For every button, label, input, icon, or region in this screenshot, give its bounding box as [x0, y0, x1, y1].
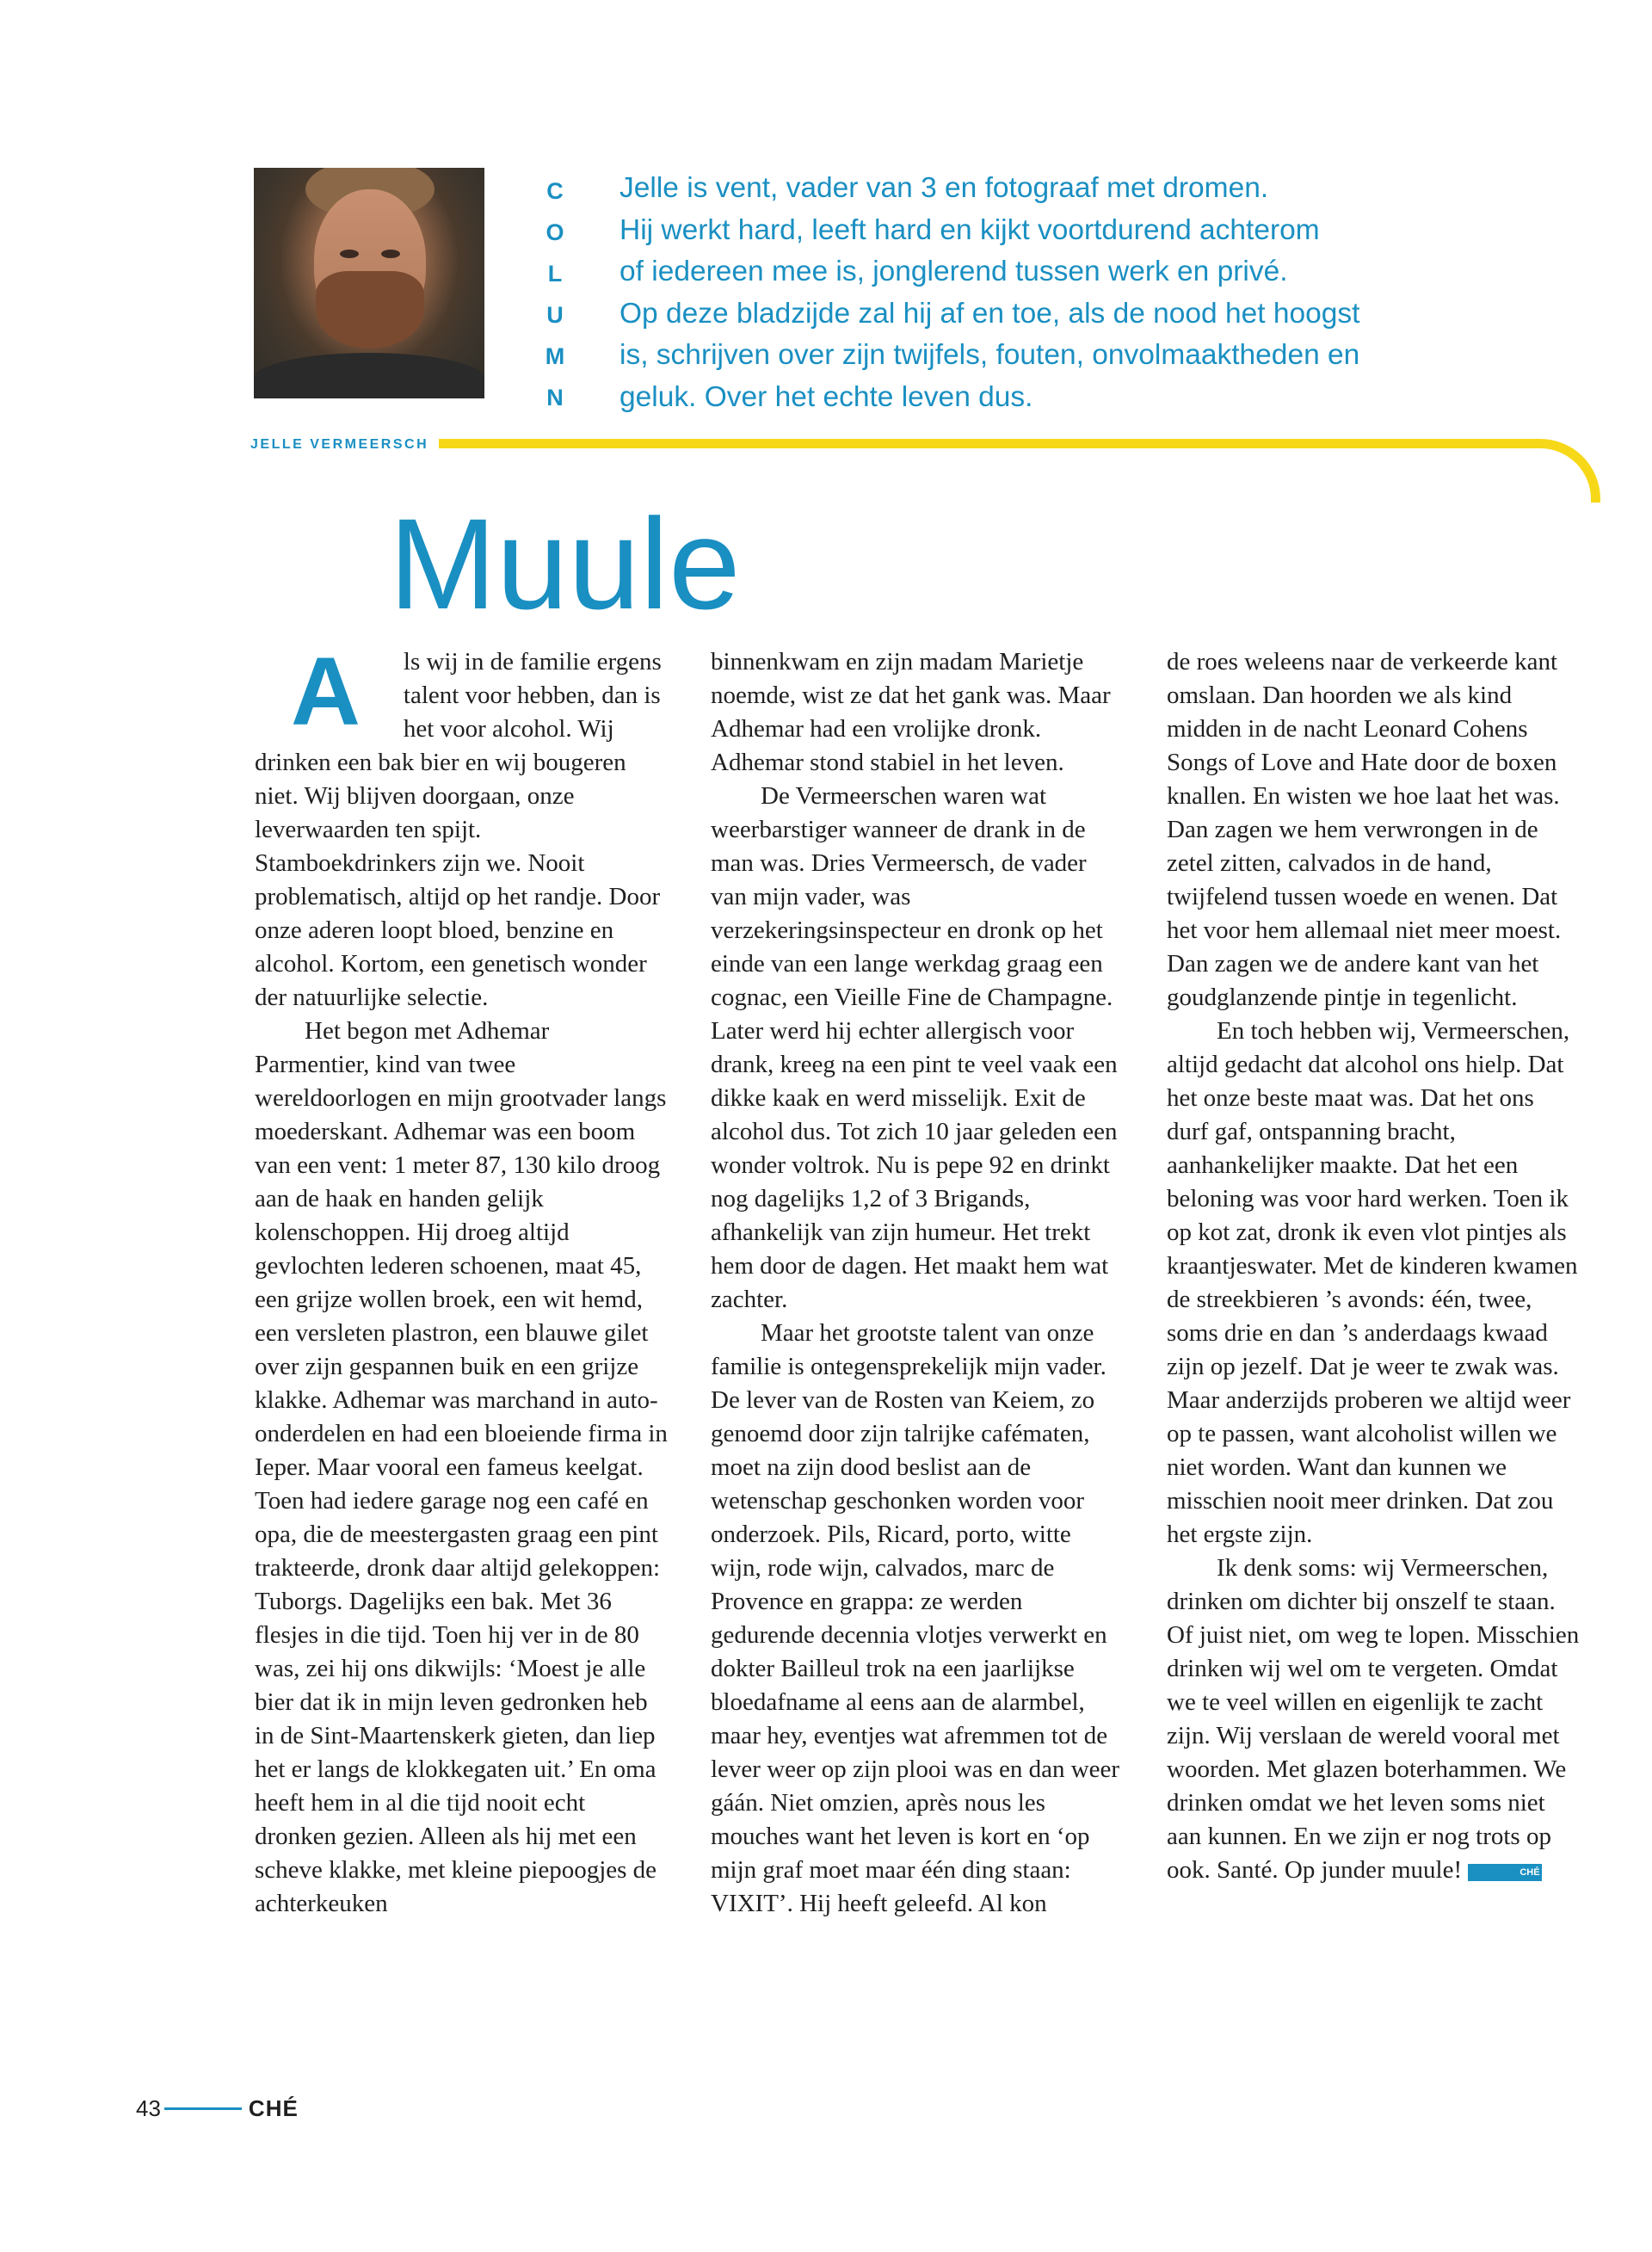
article-paragraph: de roes weleens naar de verkeerde kant omslaan. Dan hoorden we als kind midden in de nacht Leonard Cohens Songs of Love and Hate door de boxen knallen. En wisten we hoe laat het was. Dan zagen we hem verwrongen in de zetel zitten, calvados in de hand, twijfelend tussen woede en wenen. Dat het voor hem allemaal niet meer moest. Dan zagen we de andere kant van het goudglanzende pintje in tegenlicht. [1167, 648, 1562, 1011]
author-portrait-photo [254, 168, 484, 398]
article-paragraph [1167, 1552, 1580, 1887]
author-intro [620, 168, 1480, 418]
intro-line: Hij werkt hard, leeft hard en kijkt voortdurend achterom [620, 213, 1320, 246]
section-label-letter: N [546, 385, 564, 410]
article-paragraph [255, 638, 668, 1015]
page-footer [136, 2095, 299, 2122]
section-label-letter: C [546, 178, 564, 204]
portrait-right-eye [381, 250, 400, 258]
intro-line: Op deze bladzijde zal hij af en toe, als de nood het hoogst [620, 297, 1360, 330]
footer-rule [164, 2107, 242, 2110]
portrait-shirt [254, 353, 484, 398]
article-column-2 [711, 645, 1124, 1921]
article-title: Muule [389, 491, 741, 636]
intro-line: of iedereen mee is, jonglerend tussen werk en privé. [620, 256, 1288, 287]
portrait-left-eye [340, 250, 359, 258]
section-label-column [545, 170, 565, 418]
section-label-letter: M [545, 343, 565, 369]
end-mark-logo: CHÉ [1468, 1864, 1541, 1881]
page-number: 43 [136, 2095, 161, 2121]
magazine-name: CHÉ [248, 2095, 299, 2121]
intro-line: Jelle is vent, vader van 3 en fotograaf met dromen. [620, 172, 1269, 204]
article-column-1 [255, 638, 668, 1921]
section-label-letter: O [546, 219, 564, 245]
intro-line: is, schrijven over zijn twijfels, fouten, onvolmaaktheden en [620, 339, 1360, 371]
paragraph-text: ls wij in de familie ergens talent voor hebben, dan is het voor alcohol. Wij drinken een bak bier en wij bougeren niet. Wij blijven doorgaan, onze leverwaarden ten spijt. Stamboekdrinkers zijn we. Nooit problematisch, altijd op het randje. Door onze aderen loopt bloed, benzine en alcohol. Kortom, een genetisch wonder der natuurlijke selectie. [255, 648, 662, 1011]
section-label-letter: L [547, 261, 563, 287]
article-paragraph: binnenkwam en zijn madam Marietje noemde, wist ze dat het gank was. Maar Adhemar had een vrolijke dronk. Adhemar stond stabiel in het leven. [711, 648, 1111, 776]
article-paragraph: De Vermeerschen waren wat weerbarstiger wanneer de drank in de man was. Dries Vermeersch, de vader van mijn vader, was verzekeringsinspecteur en dronk op het einde van een lange werkdag graag een cognac, een Vieille Fine de Champagne. Later werd hij echter allergisch voor drank, kreeg na een pint te veel vaak een dikke kaak en werd misselijk. Exit de alcohol dus. Tot zich 10 jaar geleden een wonder voltrok. Nu is pepe 92 en drinkt nog dagelijks 1,2 of 3 Brigands, afhankelijk van zijn humeur. Het trekt hem door de dagen. Het maakt hem wat zachter. [711, 782, 1118, 1313]
intro-line: geluk. Over het echte leven dus. [620, 380, 1033, 413]
portrait-beard [316, 271, 424, 349]
drop-cap: A [291, 638, 361, 745]
article-paragraph: Het begon met Adhemar Parmentier, kind van twee wereldoorlogen en mijn grootvader langs moederskant. Adhemar was een boom van een vent: 1 meter 87, 130 kilo droog aan de haak en handen gelijk kolenschoppen. Hij droeg altijd gevlochten lederen schoenen, maat 45, een grijze wollen broek, een wit hemd, een versleten plastron, een blauwe gilet over zijn gespannen buik en een grijze klakke. Adhemar was marchand in auto-onderdelen en had een bloeiende firma in Ieper. Maar vooral een fameus keelgat. Toen had iedere garage nog een café en opa, die de meestergasten graag een pint trakteerde, dronk daar altijd gelekoppen: Tuborgs. Dagelijks een bak. Met 36 flesjes in die tijd. Toen hij ver in de 80 was, zei hij ons dikwijls: ‘Moest je alle bier dat ik in mijn leven gedronken heb in de Sint-Maartenskerk gieten, dan liep het er langs de klokkegaten uit.’ En oma heeft hem in al die tijd nooit echt dronken gezien. Alleen als hij met een scheve klakke, met kleine piepoogjes de achterkeuken [255, 1017, 668, 1917]
paragraph-text: Ik denk soms: wij Vermeerschen, drinken om dichter bij onszelf te staan. Of juist niet, om weg te lopen. Misschien drinken wij wel om te vergeten. Omdat we te veel willen en eigenlijk te zacht zijn. Wij verslaan de wereld vooral met woorden. Met glazen boterhammen. We drinken omdat we het leven soms niet aan kunnen. En we zijn er nog trots op ook. Santé. Op junder muule! [1167, 1554, 1580, 1884]
article-paragraph: Maar het grootste talent van onze familie is ontegensprekelijk mijn vader. De lever van de Rosten van Keiem, zo genoemd door zijn talrijke cafématen, moet na zijn dood beslist aan de wetenschap geschonken worden voor onderzoek. Pils, Ricard, porto, witte wijn, rode wijn, calvados, marc de Provence en grappa: ze werden gedurende decennia vlotjes verwerkt en dokter Bailleul trok na een jaarlijkse bloedafname al eens aan de alarmbel, maar hey, eventjes wat afremmen tot de lever weer op zijn plooi was en dan weer gáán. Niet omzien, après nous les mouches want het leven is kort en ‘op mijn graf moet maar één ding staan: VIXIT’. Hij heeft geleefd. Al kon [711, 1319, 1120, 1917]
section-label-letter: U [546, 302, 564, 328]
author-byline: JELLE VERMEERSCH [250, 437, 429, 452]
article-paragraph: En toch hebben wij, Vermeerschen, altijd gedacht dat alcohol ons hielp. Dat het onze beste maat was. Dat het ons durf gaf, ontspanning bracht, aanhankelijker maakte. Dat het een beloning was voor hard werken. Toen ik op kot zat, dronk ik even vlot pintjes als kraantjeswater. Met de kinderen kwamen de streekbieren ’s avonds: één, twee, soms drie en dan ’s anderdaags kwaad zijn op jezelf. Dat je weer te zwak was. Maar anderzijds proberen we altijd weer op te passen, want alcoholist willen we niet worden. Want dan kunnen we misschien nooit meer drinken. Dat zou het ergste zijn. [1167, 1017, 1578, 1548]
article-column-3 [1167, 645, 1580, 1887]
